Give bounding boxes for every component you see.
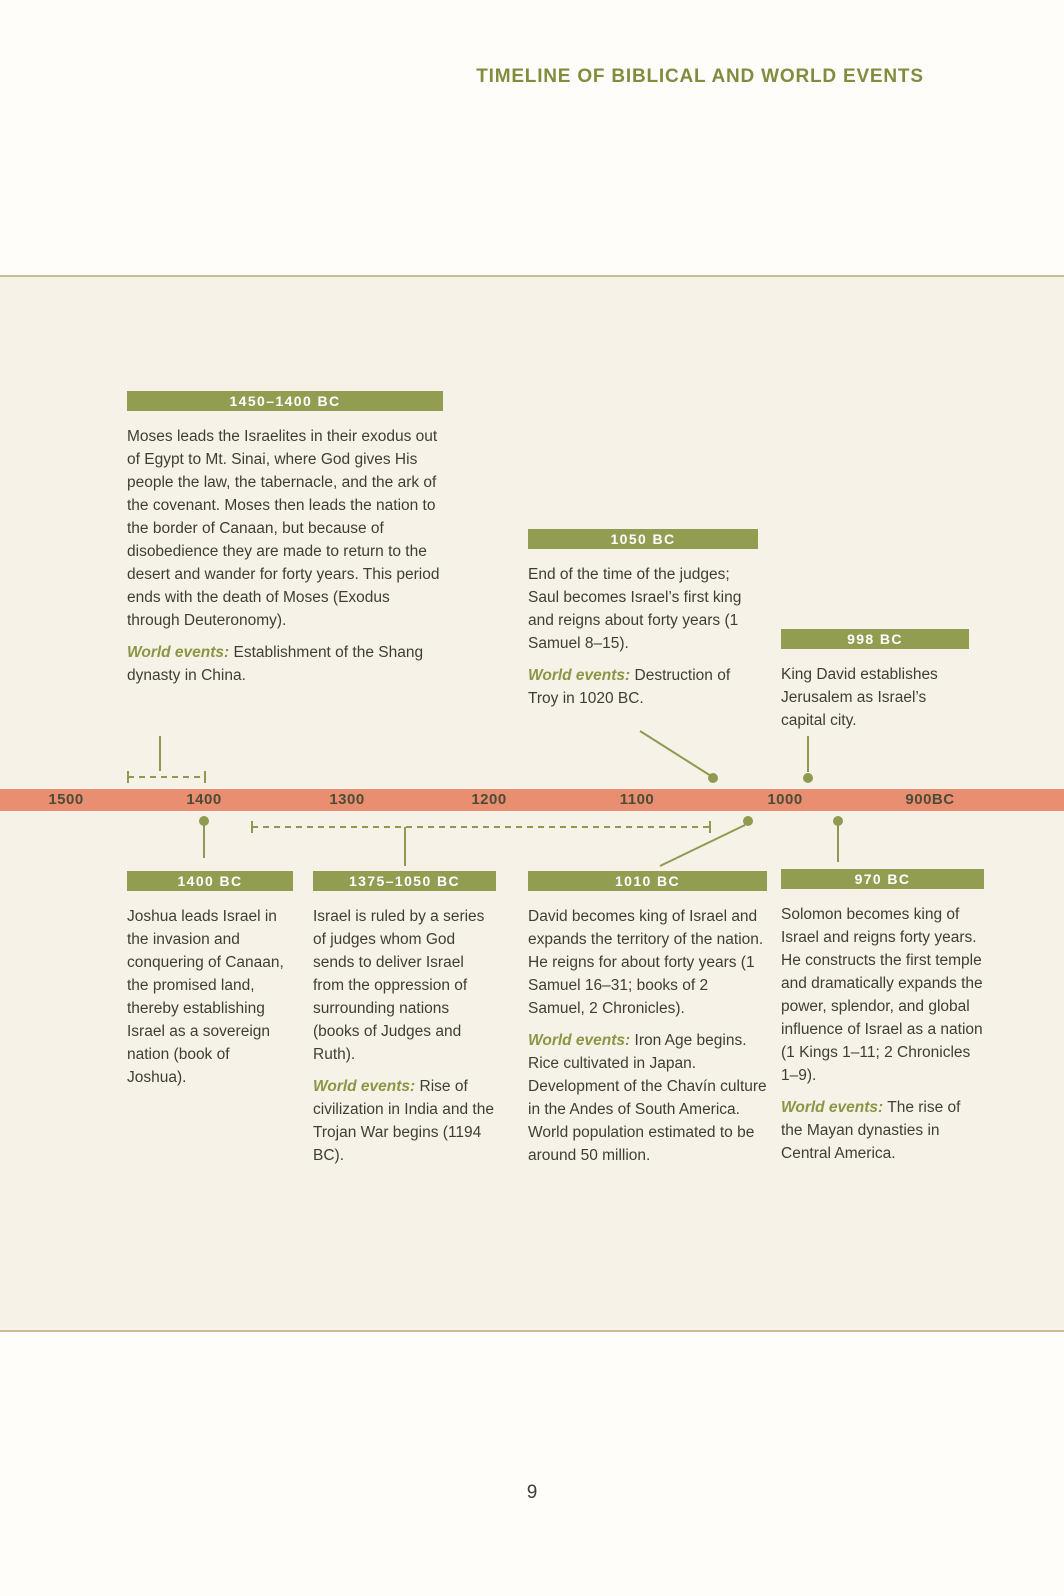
event-text-1400-bc	[127, 905, 293, 1089]
event-text-1010-bc	[528, 905, 767, 1167]
world-events-text: Establishment of the Shang dynasty in China.	[127, 644, 424, 684]
world-events-label: World events:	[781, 1099, 884, 1116]
event-label-1375-1050-bc: 1375–1050 BC	[313, 871, 496, 891]
world-events-paragraph	[781, 1096, 984, 1165]
event-1400-bc	[127, 871, 293, 1089]
event-body: King David establishes Jerusalem as Israel’s capital city.	[781, 666, 938, 729]
world-events-label: World events:	[313, 1078, 416, 1095]
axis-label-1400: 1400	[186, 791, 222, 808]
event-text-1450-1400-bc	[127, 425, 443, 687]
event-body: Israel is ruled by a series of judges whom God sends to deliver Israel from the oppression of surrounding nations (books of Judges and Ruth).	[313, 908, 485, 1063]
event-label-1400-bc: 1400 BC	[127, 871, 293, 891]
axis-label-900bc: 900BC	[905, 791, 955, 808]
world-events-label: World events:	[528, 667, 631, 684]
event-text-998-bc	[781, 663, 969, 732]
world-events-label: World events:	[127, 644, 230, 661]
event-970-bc	[781, 869, 984, 1165]
event-body: Joshua leads Israel in the invasion and conquering of Canaan, the promised land, thereby establishing Israel as a sovereign nation (book of Joshua).	[127, 908, 284, 1086]
world-events-paragraph	[528, 664, 758, 710]
event-label-1050-bc: 1050 BC	[528, 529, 758, 549]
axis-label-1000: 1000	[767, 791, 803, 808]
event-1450-1400-bc	[127, 391, 443, 687]
event-text-970-bc	[781, 903, 984, 1165]
axis-label-1200: 1200	[471, 791, 507, 808]
event-body: End of the time of the judges; Saul becomes Israel’s first king and reigns about forty years (1 Samuel 8–15).	[528, 566, 742, 652]
event-label-998-bc: 998 BC	[781, 629, 969, 649]
world-events-paragraph	[127, 641, 443, 687]
bottom-divider	[0, 1330, 1064, 1332]
event-body: Solomon becomes king of Israel and reigns forty years. He constructs the first temple and dramatically expands the power, splendor, and global influence of Israel as a nation (1 Kings 1–11; 2 Chronicles 1–9).	[781, 906, 983, 1084]
event-body: Moses leads the Israelites in their exodus out of Egypt to Mt. Sinai, where God gives His people the law, the tabernacle, and the ark of the covenant. Moses then leads the nation to the border of Canaan, but because of disobedience they are made to return to the desert and wander for forty years. This period ends with the death of Moses (Exodus through Deuteronomy).	[127, 428, 440, 629]
timeline-axis-bar	[0, 789, 1064, 811]
event-998-bc	[781, 629, 969, 732]
world-events-text: Iron Age begins. Rice cultivated in Japan. Development of the Chavín culture in the Andes of South America. World population estimated to be around 50 million.	[528, 1032, 767, 1164]
world-events-label: World events:	[528, 1032, 631, 1049]
page-title: TIMELINE OF BIBLICAL AND WORLD EVENTS	[476, 66, 924, 87]
event-text-1375-1050-bc	[313, 905, 496, 1167]
event-label-970-bc: 970 BC	[781, 869, 984, 889]
world-events-text: Rise of civilization in India and the Trojan War begins (1194 BC).	[313, 1078, 494, 1164]
event-body: David becomes king of Israel and expands the territory of the nation. He reigns for about forty years (1 Samuel 16–31; books of 2 Samuel, 2 Chronicles).	[528, 908, 764, 1017]
event-label-1450-1400-bc: 1450–1400 BC	[127, 391, 443, 411]
world-events-text: The rise of the Mayan dynasties in Central America.	[781, 1099, 961, 1162]
event-1375-1050-bc	[313, 871, 496, 1167]
event-1010-bc	[528, 871, 767, 1167]
event-text-1050-bc	[528, 563, 758, 710]
event-label-1010-bc: 1010 BC	[528, 871, 767, 891]
axis-label-1500: 1500	[48, 791, 84, 808]
page-number: 9	[526, 1482, 538, 1503]
world-events-paragraph	[313, 1075, 496, 1167]
world-events-text: Destruction of Troy in 1020 BC.	[528, 667, 731, 707]
axis-label-1100: 1100	[619, 791, 655, 808]
event-1050-bc	[528, 529, 758, 710]
world-events-paragraph	[528, 1029, 767, 1167]
axis-label-1300: 1300	[329, 791, 365, 808]
